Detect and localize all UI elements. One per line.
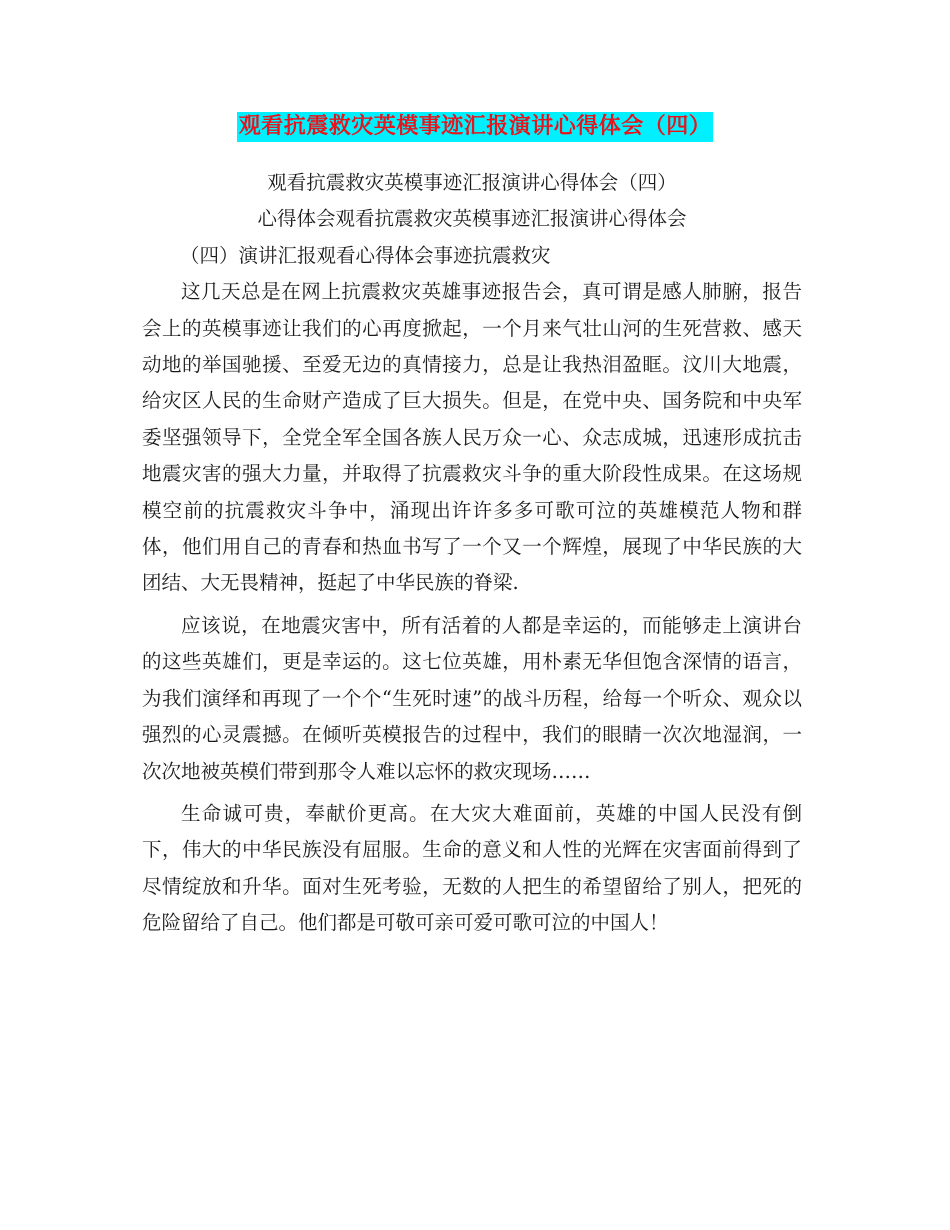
subtitle-line: 观看抗震救灾英模事迹汇报演讲心得体会（四） [267, 171, 677, 194]
document-title: 观看抗震救灾英模事迹汇报演讲心得体会（四） [237, 112, 714, 142]
body-paragraph: 应该说，在地震灾害中，所有活着的人都是幸运的，而能够走上演讲台的这些英雄们，更是幸运的。这七位英雄，用朴素无华但饱含深情的语言，为我们演绎和再现了一个个“生死时速”的战斗历程，给每一个听众、观众以强烈的心灵震撼。在倾听英模报告的过程中，我们的眼睛一次次地湿润，一次次地被英模们带到那令人难以忘怀的救灾现场…… [142, 613, 802, 783]
body-paragraph: 这几天总是在网上抗震救灾英雄事迹报告会，真可谓是感人肺腑，报告会上的英模事迹让我们的心再度掀起，一个月来气壮山河的生死营救、感天动地的举国驰援、至爱无边的真情接力，总是让我热泪盈眶。汶川大地震，给灾区人民的生命财产造成了巨大损失。但是，在党中央、国务院和中央军委坚强领导下，全党全军全国各族人民万众一心、众志成城，迅速形成抗击地震灾害的强大力量，并取得了抗震救灾斗争的重大阶段性成果。在这场规模空前的抗震救灾斗争中，涌现出许许多多可歌可泣的英雄模范人物和群体，他们用自己的青春和热血书写了一个又一个辉煌，展现了中华民族的大团结、大无畏精神，挺起了中华民族的脊梁. [142, 280, 802, 595]
body-paragraph: 生命诚可贵，奉献价更高。在大灾大难面前，英雄的中国人民没有倒下，伟大的中华民族没有屈服。生命的意义和人性的光辉在灾害面前得到了尽情绽放和升华。面对生死考验，无数的人把生的希望留给了别人，把死的危险留给了自己。他们都是可敬可亲可爱可歌可泣的中国人！ [142, 801, 802, 935]
document-body [142, 165, 802, 942]
subtitle-line: 心得体会观看抗震救灾英模事迹汇报演讲心得体会 [257, 207, 687, 231]
title-container [0, 112, 950, 142]
subtitle-line: （四）演讲汇报观看心得体会事迹抗震救灾 [180, 243, 551, 267]
